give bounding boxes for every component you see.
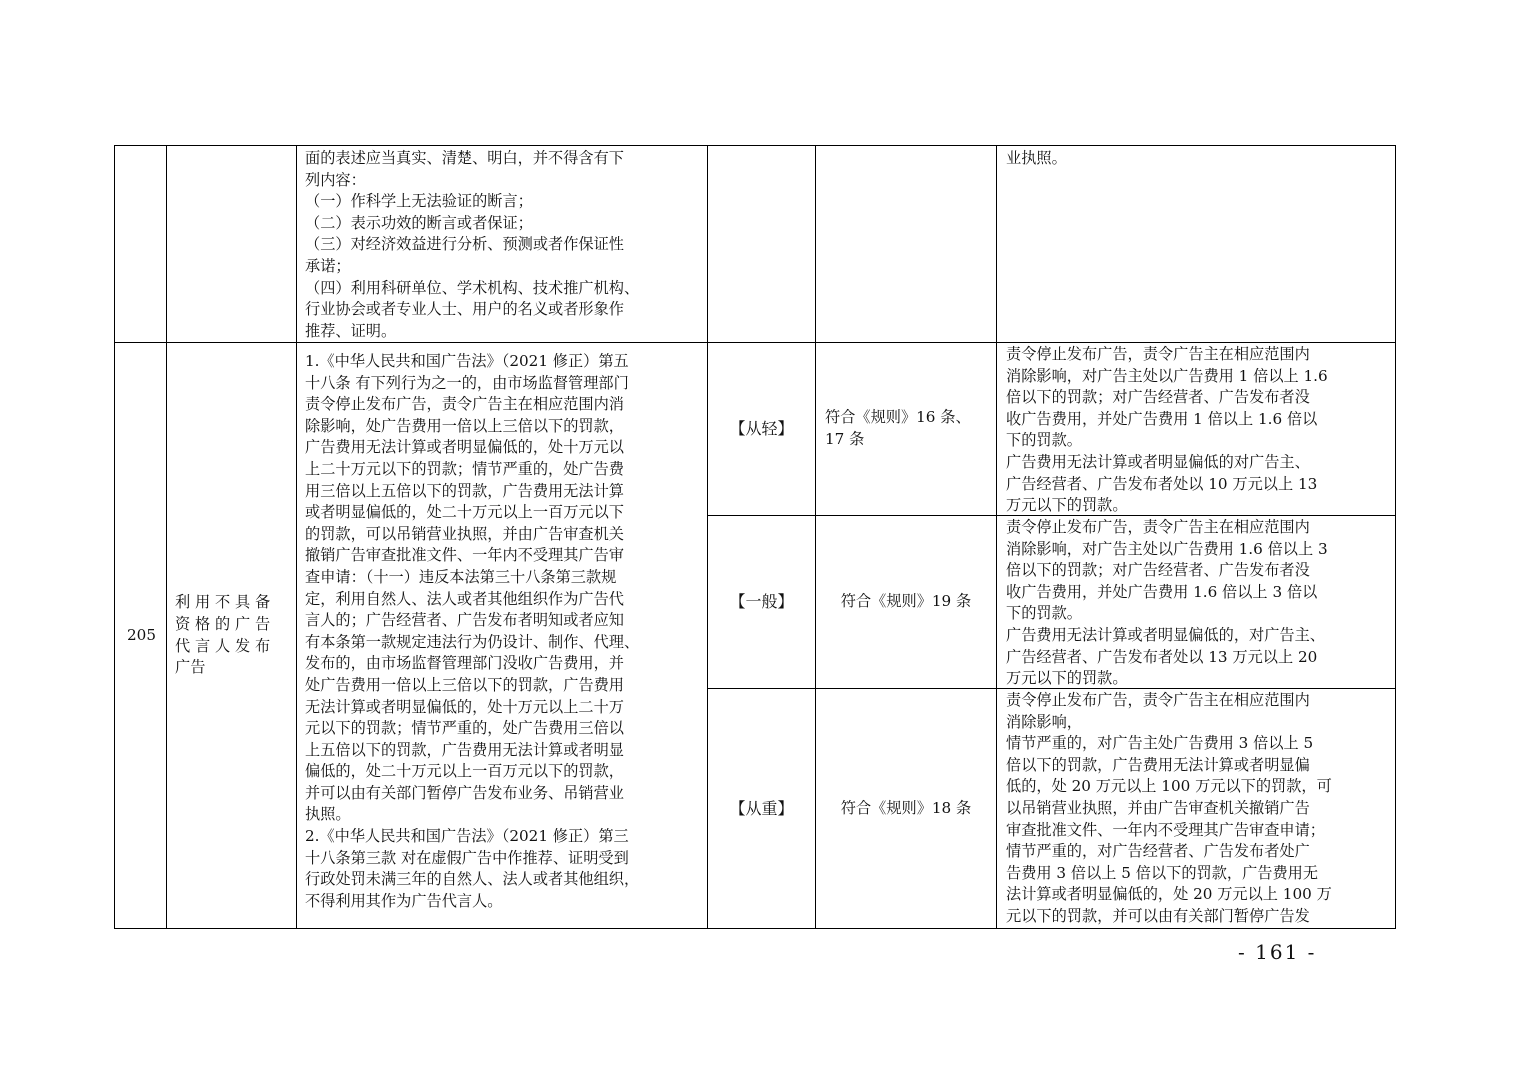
- prev-standard-cell: 业执照。: [1006, 149, 1067, 167]
- page-number: - 161 -: [1238, 940, 1317, 964]
- level-label: 【从轻】: [729, 419, 794, 439]
- condition-text: 符合《规则》18 条: [840, 798, 972, 817]
- level-label: 【一般】: [729, 592, 794, 612]
- level-cell-severe: [708, 689, 815, 928]
- standard-cell-general: 责令停止发布广告，责令广告主在相应范围内 消除影响，对广告主处以广告费用 1.6 倍以上 3 倍以下的罚款；对广告经营者、广告发布者没 收广告费用，并处广告费用 1.6 倍以上 3 倍以 下的罚款。 广告费用无法计算或者明显偏低的，对广告主、 广告经营者、广告发布者处以 13 万元以上 20 万元以下的罚款。: [1006, 518, 1328, 688]
- violation-text: 利 用 不 具 备 资 格 的 广 告 代 言 人 发 布 广告: [175, 593, 271, 677]
- level-cell-lenient: [708, 343, 815, 515]
- standard-cell-lenient: 责令停止发布广告，责令广告主在相应范围内 消除影响，对广告主处以广告费用 1 倍以上 1.6 倍以下的罚款；对广告经营者、广告发布者没 收广告费用，并处广告费用 1 倍以上 1.6 倍以 下的罚款。 广告费用无法计算或者明显偏低的对广告主、 广告经营者、广告发布者处以 10 万元以上 13 万元以下的罚款。: [1006, 345, 1328, 515]
- standard-cell-severe: 责令停止发布广告，责令广告主在相应范围内 消除影响， 情节严重的，对广告主处广告费用 3 倍以上 5 倍以下的罚款，广告费用无法计算或者明显偏 低的，处 20 万元以上 100 万元以下的罚款，可 以吊销营业执照，并由广告审查机关撤销广告 审查批准文件、一年内不受理其广告审查申请； 情节严重的，对广告经营者、广告发布者处广 告费用 3 倍以上 5 倍以下的罚款，广告费用无 法计算或者明显偏低的，处 20 万元以上 100 万 元以下的罚款，并可以由有关部门暂停广告发: [1006, 691, 1332, 925]
- row-number: 205: [127, 625, 156, 644]
- column-divider: [296, 146, 297, 928]
- condition-cell-general: [816, 516, 996, 688]
- level-label: 【从重】: [729, 798, 794, 818]
- penalty-table: [114, 145, 1396, 929]
- prev-basis-cell: 面的表述应当真实、清楚、明白，并不得含有下 列内容： （一）作科学上无法验证的断言； （二）表示功效的断言或者保证； （三）对经济效益进行分析、预测或者作保证性 承诺； （四）利用科研单位、学术机构、技术推广机构、 行业协会或者专业人士、用户的名义或者形象作 推荐、证明。: [305, 149, 640, 340]
- condition-text: 符合《规则》16 条、 17 条: [825, 408, 971, 448]
- column-divider: [166, 146, 167, 928]
- condition-text: 符合《规则》19 条: [840, 592, 972, 611]
- condition-cell-severe: [816, 689, 996, 928]
- column-divider: [996, 146, 997, 928]
- condition-cell-lenient: [825, 343, 995, 515]
- legal-basis-cell: 1.《中华人民共和国广告法》（2021 修正）第五 十八条 有下列行为之一的，由市场监督管理部门 责令停止发布广告，责令广告主在相应范围内消 除影响，处广告费用一倍以上三倍以下的罚款， 广告费用无法计算或者明显偏低的，处十万元以 上二十万元以下的罚款；情节严重的，处广告费 用三倍以上五倍以下的罚款，广告费用无法计算 或者明显偏低的，处二十万元以上一百万元以下 的罚款，可以吊销营业执照，并由广告审查机关 撤销广告审查批准文件、一年内不受理其广告审 查申请：（十一）违反本法第三十八条第三款规 定，利用自然人、法人或者其他组织作为广告代 言人的；广告经营者、广告发布者明知或者应知 有本条第一款规定违法行为仍设计、制作、代理、 发布的，由市场监督管理部门没收广告费用，并 处广告费用一倍以上三倍以下的罚款，广告费用 无法计算或者明显偏低的，处十万元以上二十万 元以下的罚款；情节严重的，处广告费用三倍以 上五倍以下的罚款，广告费用无法计算或者明显 偏低的，处二十万元以上一百万元以下的罚款， 并可以由有关部门暂停广告发布业务、吊销营业 执照。 2.《中华人民共和国广告法》（2021 修正）第三 十八条第三款 对在虚假广告中作推荐、证明受到 行政处罚未满三年的自然人、法人或者其他组织， 不得利用其作为广告代言人。: [305, 352, 640, 910]
- level-cell-general: [708, 516, 815, 688]
- violation-cell: [175, 343, 293, 928]
- row-number-cell: [117, 343, 166, 928]
